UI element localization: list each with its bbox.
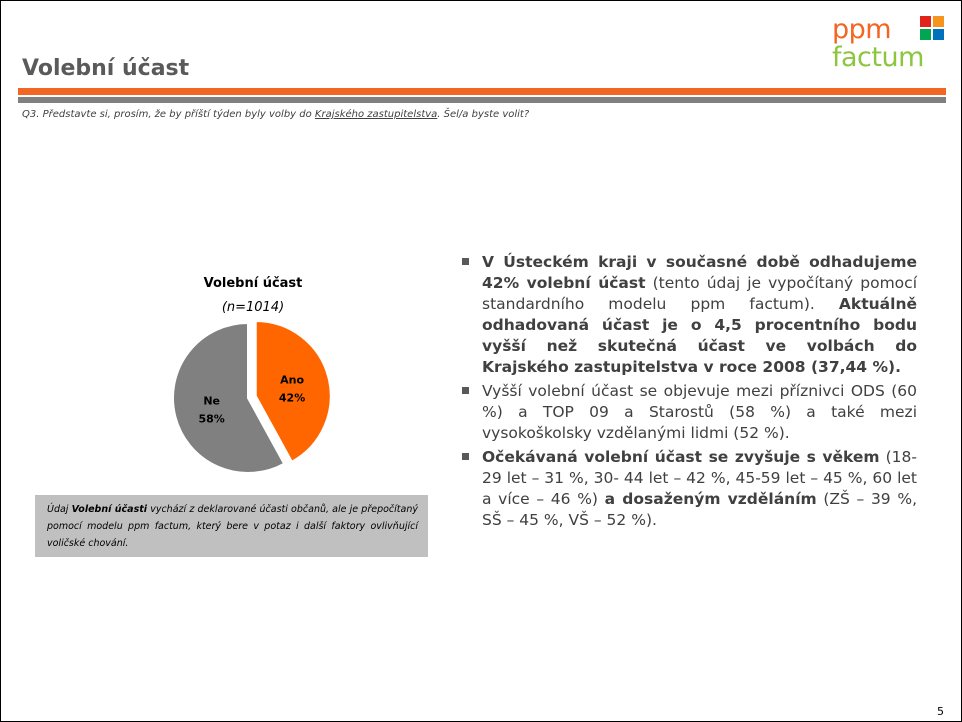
question-text [22,109,529,120]
finding-item [462,381,917,444]
question-prefix: Q3. Představte si, prosím, že by příští týden byly volby do [22,109,315,120]
page-title: Volební účast [22,56,190,81]
finding-text: (tento údaj je vypočítaný pomocí standardního modelu ppm factum). [482,274,917,313]
chart-title: Volební účast [203,276,303,291]
finding-bold-text: Očekávaná volební účast se zvyšuje s věkem [482,448,880,466]
pie-chart [170,318,340,474]
note-text-after: vychází z deklarované účasti občanů, ale je přepočítaný pomocí modelu ppm factum, který bere v potaz i další faktory ovlivňující voličské chování. [47,504,418,549]
finding-bold-text: Aktuálně odhadovaná účast je o 4,5 procentního bodu vyšší než skutečná účast ve volbách do Krajského zastupitelstva v roce 2008 (37,44 %). [482,295,917,376]
question-underlined: Krajského zastupitelstva [314,109,438,120]
header-rule-orange [18,88,946,95]
note-bold: Volební účasti [71,504,148,515]
finding-text: (ZŠ – 39 %, SŠ – 45 %, VŠ – 52 %). [482,490,918,529]
finding-item [462,252,917,378]
bullet-square-icon [462,453,469,460]
pie-value-ano: 42% [278,391,306,405]
pie-label-ano: Ano [280,373,305,387]
ppm-factum-logo [832,14,948,76]
chart-subtitle: (n=1014) [221,300,285,315]
bullet-square-icon [462,387,469,394]
finding-text: Vyšší volební účast se objevuje mezi příznivci ODS (60 %) a TOP 09 a Starostů (58 %) a také mezi vysokoškolsky vzdělanými lidmi (52 %). [482,382,917,442]
pie-label-ne: Ne [203,394,221,408]
pie-value-ne: 58% [198,412,225,426]
finding-bold-text: V Ústeckém kraji v současné době odhadujeme 42% volební účast [482,253,917,292]
logo-text-ppm: ppm [832,14,892,45]
finding-item [462,447,917,531]
logo-text-factum: factum [832,42,924,73]
findings-list [462,252,917,534]
question-suffix: . Šel/a byste volit? [437,109,530,120]
header-rule-gray [18,97,946,103]
finding-bold-text: a dosaženým vzděláním [604,490,817,508]
methodology-note [35,495,428,557]
finding-text: (18-29 let – 31 %, 30- 44 let – 42 %, 45-59 let – 45 %, 60 let a více – 46 %) [482,448,917,508]
bullet-square-icon [462,258,469,265]
logo-mark-icon [920,16,944,40]
note-text-before: Údaj [47,504,72,515]
page-number: 5 [937,705,944,718]
